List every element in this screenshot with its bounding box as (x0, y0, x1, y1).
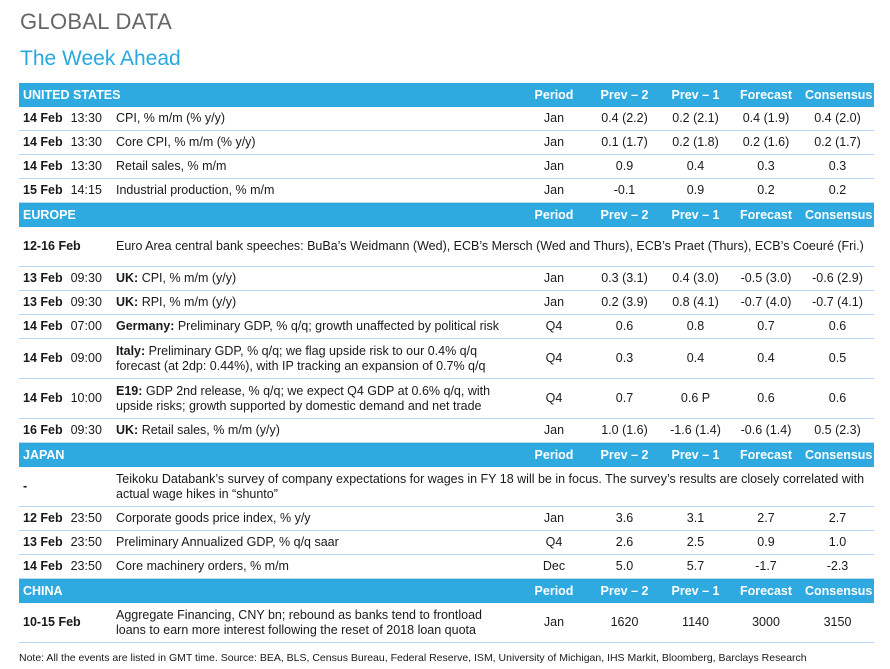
row-time: 23:50 (70, 511, 102, 525)
col-forecast: Forecast (731, 443, 801, 468)
row-forecast: 0.4 (731, 339, 801, 379)
row-event (112, 379, 519, 419)
row-forecast: -0.6 (1.4) (731, 419, 801, 443)
row-prev1: 0.4 (3.0) (660, 267, 731, 291)
row-prev2: 0.9 (589, 155, 660, 179)
row-period: Jan (519, 603, 589, 643)
section-name: CHINA (19, 579, 519, 604)
row-event: Corporate goods price index, % y/y (112, 507, 519, 531)
table-row (19, 315, 874, 339)
row-date: 14 Feb (23, 351, 63, 365)
row-event-text: GDP 2nd release, % q/q; we expect Q4 GDP at 0.6% q/q, with upside risks; growth supported by domestic demand and net trade (116, 383, 491, 413)
row-prev2: 0.2 (3.9) (589, 291, 660, 315)
row-date: 14 Feb (23, 135, 63, 149)
row-prev2: 0.6 (589, 315, 660, 339)
row-event-text: Retail sales, % m/m (y/y) (138, 423, 280, 437)
row-prev1: 0.4 (660, 339, 731, 379)
col-forecast: Forecast (731, 83, 801, 107)
row-date: 14 Feb (23, 319, 63, 333)
row-date: 16 Feb (23, 423, 63, 437)
row-event (112, 291, 519, 315)
table-row (19, 179, 874, 203)
row-date: 13 Feb (23, 535, 63, 549)
row-date: 12-16 Feb (19, 227, 112, 267)
table-row (19, 467, 874, 507)
col-consensus: Consensus (801, 443, 874, 468)
row-date: 13 Feb (23, 295, 63, 309)
row-prev1: 0.2 (1.8) (660, 131, 731, 155)
row-prev2: 1620 (589, 603, 660, 643)
footnote: Note: All the events are listed in GMT time. Source: BEA, BLS, Census Bureau, Federal Reserve, ISM, University of Michigan, IHS Markit, Bloomberg, Barclays Research (19, 652, 807, 664)
row-prev2: 0.4 (2.2) (589, 107, 660, 131)
row-event: Core CPI, % m/m (% y/y) (112, 131, 519, 155)
row-date: 10-15 Feb (19, 603, 112, 643)
row-prev1: 0.4 (660, 155, 731, 179)
row-prev1: 0.2 (2.1) (660, 107, 731, 131)
row-period: Dec (519, 555, 589, 579)
page-title: GLOBAL DATA (20, 9, 173, 34)
row-prev2: 0.3 (589, 339, 660, 379)
row-time: 09:30 (70, 295, 102, 309)
row-event-text: Preliminary GDP, % q/q; growth unaffected by political risk (174, 319, 500, 333)
row-region: Italy: (116, 343, 146, 358)
row-date: 14 Feb (23, 159, 63, 173)
row-forecast: 0.2 (1.6) (731, 131, 801, 155)
row-prev1: 1140 (660, 603, 731, 643)
row-forecast: -0.5 (3.0) (731, 267, 801, 291)
col-forecast: Forecast (731, 203, 801, 228)
row-consensus: 0.2 (1.7) (801, 131, 874, 155)
col-prev1: Prev – 1 (660, 443, 731, 468)
row-consensus: -0.7 (4.1) (801, 291, 874, 315)
table-row (19, 507, 874, 531)
row-forecast: 0.6 (731, 379, 801, 419)
row-prev1: 0.6 P (660, 379, 731, 419)
row-period: Jan (519, 267, 589, 291)
row-forecast: -1.7 (731, 555, 801, 579)
row-region: UK: (116, 295, 139, 309)
row-region: UK: (116, 423, 139, 437)
col-period: Period (519, 83, 589, 107)
row-prev1: -1.6 (1.4) (660, 419, 731, 443)
row-date: 14 Feb (23, 391, 63, 405)
row-event (112, 339, 519, 379)
col-prev1: Prev – 1 (660, 203, 731, 228)
row-consensus: 1.0 (801, 531, 874, 555)
row-prev2: -0.1 (589, 179, 660, 203)
row-region: Germany: (116, 319, 175, 333)
row-event: Euro Area central bank speeches: BuBa’s Weidmann (Wed), ECB’s Mersch (Wed and Thurs), ECB’s Praet (Thurs), ECB’s Coeuré (Fri.) (112, 227, 874, 267)
row-event-text: CPI, % m/m (y/y) (138, 271, 237, 285)
row-period: Q4 (519, 315, 589, 339)
row-prev1: 2.5 (660, 531, 731, 555)
row-event: Retail sales, % m/m (112, 155, 519, 179)
section-header-china (19, 579, 874, 604)
row-period: Jan (519, 107, 589, 131)
row-forecast: 3000 (731, 603, 801, 643)
col-prev1: Prev – 1 (660, 579, 731, 604)
row-event (112, 315, 519, 339)
row-period: Jan (519, 155, 589, 179)
row-consensus: 0.6 (801, 379, 874, 419)
col-period: Period (519, 443, 589, 468)
row-time: 13:30 (70, 135, 102, 149)
row-consensus: 0.2 (801, 179, 874, 203)
row-forecast: 0.9 (731, 531, 801, 555)
row-prev2: 1.0 (1.6) (589, 419, 660, 443)
row-time: 13:30 (70, 159, 102, 173)
col-prev2: Prev – 2 (589, 579, 660, 604)
row-consensus: -2.3 (801, 555, 874, 579)
row-time: 09:30 (70, 423, 102, 437)
col-prev2: Prev – 2 (589, 83, 660, 107)
row-time: 09:00 (70, 351, 102, 365)
table-row (19, 267, 874, 291)
table-row (19, 291, 874, 315)
table-row (19, 379, 874, 419)
row-prev2: 5.0 (589, 555, 660, 579)
col-forecast: Forecast (731, 579, 801, 604)
section-header-japan (19, 443, 874, 468)
col-prev2: Prev – 2 (589, 443, 660, 468)
row-date: - (19, 467, 112, 507)
table-row (19, 531, 874, 555)
table-row (19, 155, 874, 179)
col-consensus: Consensus (801, 203, 874, 228)
row-forecast: 2.7 (731, 507, 801, 531)
row-forecast: -0.7 (4.0) (731, 291, 801, 315)
row-consensus: -0.6 (2.9) (801, 267, 874, 291)
row-time: 23:50 (70, 559, 102, 573)
row-period: Jan (519, 131, 589, 155)
table-row (19, 419, 874, 443)
section-name: JAPAN (19, 443, 519, 468)
row-prev2: 3.6 (589, 507, 660, 531)
row-period: Q4 (519, 531, 589, 555)
row-event: Aggregate Financing, CNY bn; rebound as banks tend to frontload loans to earn more interest following the reset of 2018 loan quota (112, 603, 519, 643)
col-period: Period (519, 203, 589, 228)
row-prev2: 0.1 (1.7) (589, 131, 660, 155)
row-time: 10:00 (70, 391, 102, 405)
row-date: 13 Feb (23, 271, 63, 285)
table-row (19, 339, 874, 379)
row-period: Jan (519, 507, 589, 531)
section-name: UNITED STATES (19, 83, 519, 107)
row-time: 07:00 (70, 319, 102, 333)
row-date: 15 Feb (23, 183, 63, 197)
row-event: Preliminary Annualized GDP, % q/q saar (112, 531, 519, 555)
row-period: Q4 (519, 339, 589, 379)
table-row (19, 107, 874, 131)
row-time: 14:15 (70, 183, 102, 197)
row-prev1: 0.9 (660, 179, 731, 203)
row-consensus: 0.5 (2.3) (801, 419, 874, 443)
row-consensus: 0.5 (801, 339, 874, 379)
row-consensus: 3150 (801, 603, 874, 643)
row-date: 14 Feb (23, 559, 63, 573)
row-period: Jan (519, 419, 589, 443)
row-event-text: Preliminary GDP, % q/q; we flag upside risk to our 0.4% q/q forecast (at 2dp: 0.44%), with IP tracking an expansion of 0.7% q/q (116, 343, 486, 373)
row-time: 13:30 (70, 111, 102, 125)
section-header-europe (19, 203, 874, 228)
row-prev1: 3.1 (660, 507, 731, 531)
row-time: 23:50 (70, 535, 102, 549)
row-prev2: 2.6 (589, 531, 660, 555)
col-consensus: Consensus (801, 83, 874, 107)
row-period: Jan (519, 179, 589, 203)
table-row (19, 555, 874, 579)
row-prev2: 0.7 (589, 379, 660, 419)
row-consensus: 0.6 (801, 315, 874, 339)
row-event: Industrial production, % m/m (112, 179, 519, 203)
row-event: CPI, % m/m (% y/y) (112, 107, 519, 131)
row-date: 14 Feb (23, 111, 63, 125)
row-prev1: 0.8 (660, 315, 731, 339)
row-event: Teikoku Databank’s survey of company expectations for wages in FY 18 will be in focus. The survey’s results are closely correlated with actual wage hikes in “shunto” (112, 467, 874, 507)
row-period: Jan (519, 291, 589, 315)
row-consensus: 2.7 (801, 507, 874, 531)
col-prev1: Prev – 1 (660, 83, 731, 107)
row-region: UK: (116, 271, 139, 285)
row-prev2: 0.3 (3.1) (589, 267, 660, 291)
section-name: EUROPE (19, 203, 519, 228)
col-period: Period (519, 579, 589, 604)
row-event: Core machinery orders, % m/m (112, 555, 519, 579)
row-forecast: 0.2 (731, 179, 801, 203)
week-ahead-table (19, 83, 874, 643)
page-subtitle: The Week Ahead (20, 47, 181, 70)
row-event (112, 267, 519, 291)
table-row (19, 131, 874, 155)
row-time: 09:30 (70, 271, 102, 285)
row-consensus: 0.3 (801, 155, 874, 179)
section-header-us (19, 83, 874, 107)
col-consensus: Consensus (801, 579, 874, 604)
row-prev1: 5.7 (660, 555, 731, 579)
row-date: 12 Feb (23, 511, 63, 525)
row-event-text: RPI, % m/m (y/y) (138, 295, 237, 309)
row-forecast: 0.7 (731, 315, 801, 339)
row-consensus: 0.4 (2.0) (801, 107, 874, 131)
table-row (19, 227, 874, 267)
col-prev2: Prev – 2 (589, 203, 660, 228)
row-event (112, 419, 519, 443)
row-forecast: 0.3 (731, 155, 801, 179)
row-period: Q4 (519, 379, 589, 419)
row-region: E19: (116, 383, 143, 398)
row-forecast: 0.4 (1.9) (731, 107, 801, 131)
table-row (19, 603, 874, 643)
row-prev1: 0.8 (4.1) (660, 291, 731, 315)
